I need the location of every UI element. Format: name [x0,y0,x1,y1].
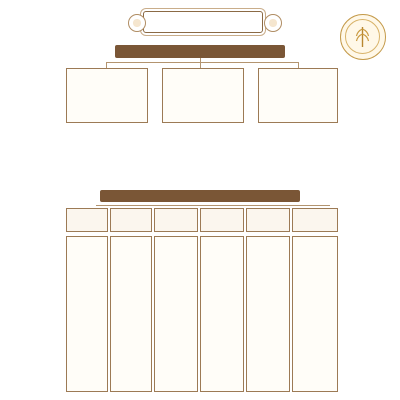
ornament-icon [264,14,282,32]
page-title-frame [143,11,263,33]
column-body [200,236,244,392]
top-box-right [258,68,338,123]
connector-line [106,62,298,63]
ornament-icon [128,14,146,32]
column-heading [66,208,108,232]
column-body [292,236,338,392]
section-bar-bottom [100,190,300,202]
column-body [246,236,290,392]
publisher-block [52,15,112,49]
intro-paragraph [72,128,336,188]
connector-line [106,62,107,68]
column-heading [110,208,152,232]
logo [340,14,386,60]
column-body [66,236,108,392]
column-heading [200,208,244,232]
top-box-middle [162,68,244,123]
connector-line [200,58,201,68]
wheat-logo-icon [341,15,384,58]
section-bar-top [115,45,285,58]
column-body [154,236,198,392]
column-heading [154,208,198,232]
column-heading [246,208,290,232]
top-box-left [66,68,148,123]
column-body [110,236,152,392]
column-heading [292,208,338,232]
connector-line [298,62,299,68]
columns-row [66,208,338,396]
connector-line [96,205,330,206]
